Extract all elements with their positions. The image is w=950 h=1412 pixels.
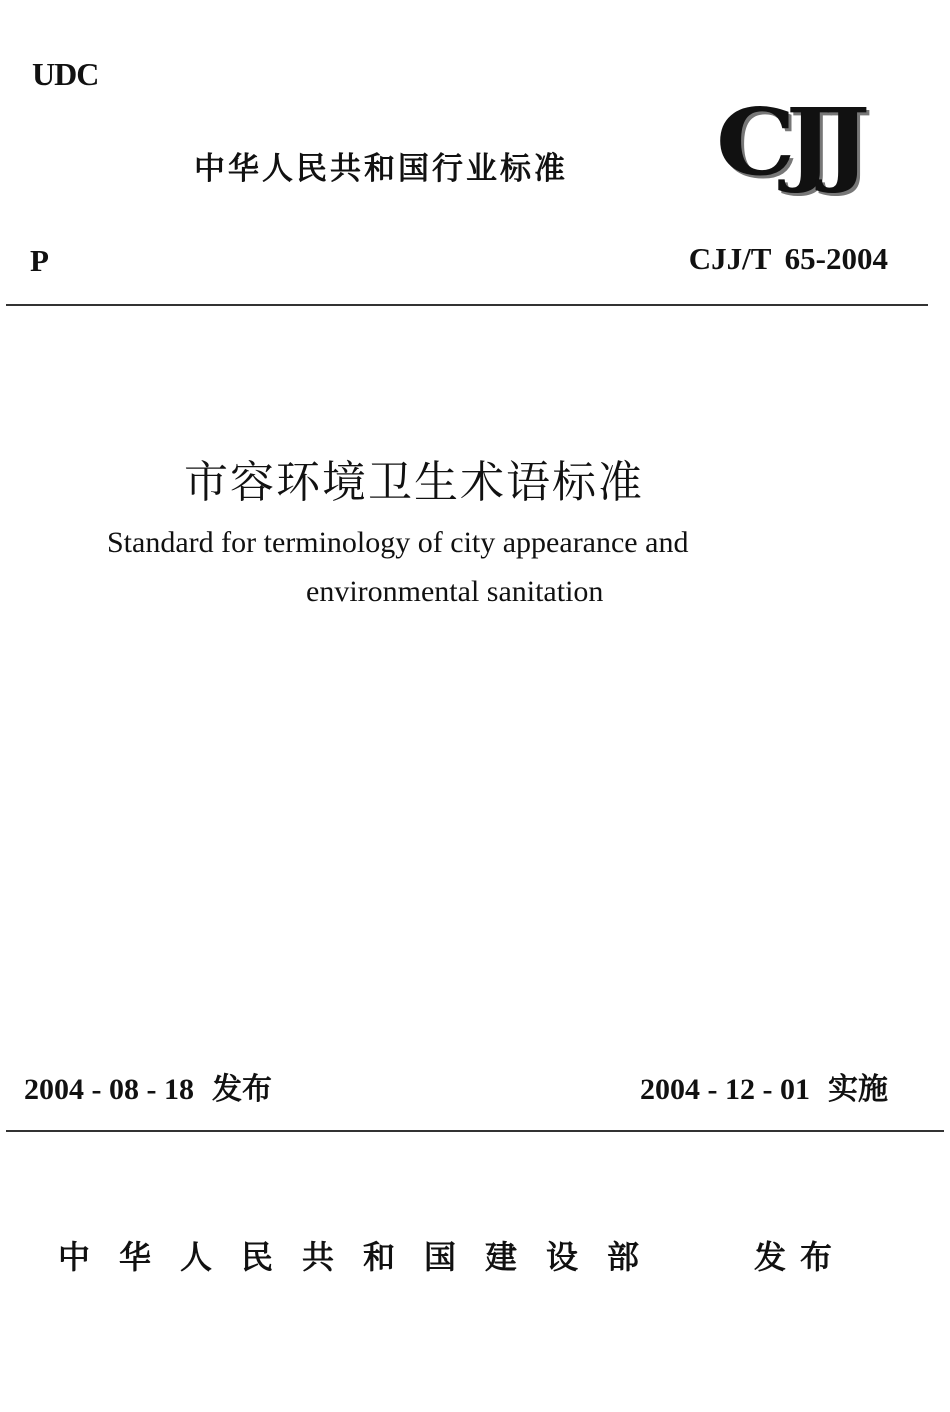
title-english-line2: environmental sanitation <box>306 575 604 608</box>
standard-number: CJJ/T 65-2004 <box>688 241 888 276</box>
issue-date: 2004 - 08 - 18 <box>24 1073 194 1106</box>
footer-issue-label: 发布 <box>754 1238 847 1276</box>
title-english-line1: Standard for terminology of city appearance and <box>107 526 689 559</box>
header-divider <box>6 304 928 306</box>
udc-label: UDC <box>32 56 99 92</box>
industry-standard-heading: 中华人民共和国行业标准 <box>194 151 568 187</box>
footer-divider <box>6 1130 944 1132</box>
classification-code: P <box>30 243 49 278</box>
implement-date-block <box>640 1064 888 1108</box>
issue-date-label: 发布 <box>211 1072 272 1107</box>
implement-date: 2004 - 12 - 01 <box>640 1073 810 1106</box>
cjj-logo: CJJ <box>716 87 861 197</box>
issue-date-block <box>24 1064 272 1108</box>
issuing-authority: 中华人民共和国建设部 <box>58 1238 669 1276</box>
title-chinese: 市容环境卫生术语标准 <box>184 457 644 508</box>
implement-date-label: 实施 <box>828 1072 888 1107</box>
